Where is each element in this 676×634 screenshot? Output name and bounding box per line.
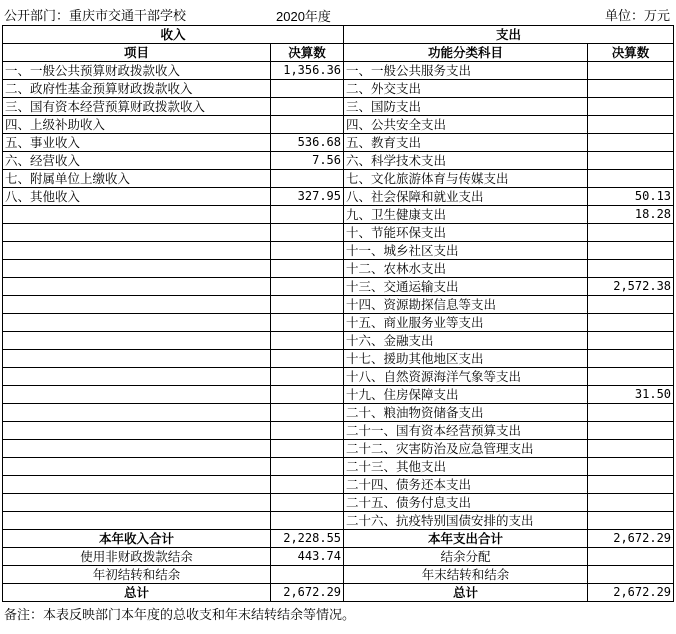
expense-amount-cell bbox=[588, 116, 674, 134]
income-item-cell: 三、国有资本经营预算财政拨款收入 bbox=[3, 98, 271, 116]
expense-amount-cell bbox=[588, 350, 674, 368]
table-row bbox=[3, 116, 674, 134]
income-amount-cell bbox=[271, 242, 344, 260]
column-header-row bbox=[3, 44, 674, 62]
summary-income-amount: 2,672.29 bbox=[271, 584, 344, 602]
table-row bbox=[3, 404, 674, 422]
expense-amount-cell bbox=[588, 422, 674, 440]
expense-amount-cell bbox=[588, 296, 674, 314]
income-item-cell bbox=[3, 458, 271, 476]
expense-item-cell: 十一、城乡社区支出 bbox=[344, 242, 588, 260]
expense-item-cell: 三、国防支出 bbox=[344, 98, 588, 116]
income-item-cell: 六、经营收入 bbox=[3, 152, 271, 170]
income-item-cell bbox=[3, 314, 271, 332]
income-item-cell: 四、上级补助收入 bbox=[3, 116, 271, 134]
income-amount-cell bbox=[271, 422, 344, 440]
income-item-cell bbox=[3, 404, 271, 422]
table-row bbox=[3, 314, 674, 332]
footnote: 备注：本表反映部门本年度的总收支和年末结转结余等情况。 bbox=[4, 608, 356, 623]
income-item-cell bbox=[3, 332, 271, 350]
table-row bbox=[3, 242, 674, 260]
summary-expense-amount bbox=[588, 548, 674, 566]
table-row bbox=[3, 260, 674, 278]
expense-amount-cell bbox=[588, 440, 674, 458]
table-row bbox=[3, 386, 674, 404]
expense-amount-cell: 50.13 bbox=[588, 188, 674, 206]
expense-amount-cell: 2,572.38 bbox=[588, 278, 674, 296]
income-item-cell: 八、其他收入 bbox=[3, 188, 271, 206]
expense-amount-cell bbox=[588, 458, 674, 476]
expense-item-cell: 四、公共安全支出 bbox=[344, 116, 588, 134]
expense-amount-cell: 31.50 bbox=[588, 386, 674, 404]
income-item-cell bbox=[3, 242, 271, 260]
summary-row bbox=[3, 530, 674, 548]
expense-amount-cell bbox=[588, 404, 674, 422]
expense-item-cell: 二十四、债务还本支出 bbox=[344, 476, 588, 494]
income-amount-cell bbox=[271, 98, 344, 116]
expense-section-header: 支出 bbox=[344, 26, 674, 44]
unit-label: 单位：万元 bbox=[604, 9, 670, 24]
expense-amount-cell bbox=[588, 80, 674, 98]
expense-amount-cell bbox=[588, 98, 674, 116]
income-item-cell: 一、一般公共预算财政拨款收入 bbox=[3, 62, 271, 80]
expense-item-cell: 二十六、抗疫特别国债安排的支出 bbox=[344, 512, 588, 530]
expense-item-cell: 二十二、灾害防治及应急管理支出 bbox=[344, 440, 588, 458]
expense-item-cell: 十七、援助其他地区支出 bbox=[344, 350, 588, 368]
income-item-cell: 二、政府性基金预算财政拨款收入 bbox=[3, 80, 271, 98]
expense-amount-cell bbox=[588, 332, 674, 350]
expense-item-cell: 十九、住房保障支出 bbox=[344, 386, 588, 404]
table-row bbox=[3, 170, 674, 188]
table-row bbox=[3, 332, 674, 350]
income-item-cell bbox=[3, 494, 271, 512]
expense-amount-cell bbox=[588, 242, 674, 260]
summary-expense-label: 本年支出合计 bbox=[344, 530, 588, 548]
section-header-row bbox=[3, 26, 674, 44]
income-amount-cell: 1,356.36 bbox=[271, 62, 344, 80]
summary-expense-amount: 2,672.29 bbox=[588, 584, 674, 602]
table-row bbox=[3, 368, 674, 386]
income-amount-cell bbox=[271, 476, 344, 494]
income-item-cell: 五、事业收入 bbox=[3, 134, 271, 152]
expense-item-cell: 二十一、国有资本经营预算支出 bbox=[344, 422, 588, 440]
income-amount-header: 决算数 bbox=[271, 44, 344, 62]
table-row bbox=[3, 512, 674, 530]
summary-row bbox=[3, 548, 674, 566]
income-item-cell bbox=[3, 386, 271, 404]
income-amount-cell bbox=[271, 314, 344, 332]
expense-item-cell: 十三、交通运输支出 bbox=[344, 278, 588, 296]
summary-income-amount: 2,228.55 bbox=[271, 530, 344, 548]
income-amount-cell bbox=[271, 368, 344, 386]
summary-row bbox=[3, 566, 674, 584]
summary-income-amount: 443.74 bbox=[271, 548, 344, 566]
expense-amount-cell bbox=[588, 170, 674, 188]
expense-item-cell: 十五、商业服务业等支出 bbox=[344, 314, 588, 332]
income-item-cell bbox=[3, 278, 271, 296]
summary-expense-label: 年末结转和结余 bbox=[344, 566, 588, 584]
income-item-cell bbox=[3, 296, 271, 314]
summary-income-amount bbox=[271, 566, 344, 584]
expense-item-cell: 十二、农林水支出 bbox=[344, 260, 588, 278]
income-amount-cell bbox=[271, 512, 344, 530]
income-amount-cell bbox=[271, 116, 344, 134]
income-amount-cell bbox=[271, 458, 344, 476]
expense-amount-cell bbox=[588, 314, 674, 332]
expense-amount-cell bbox=[588, 134, 674, 152]
income-amount-cell bbox=[271, 494, 344, 512]
summary-row bbox=[3, 584, 674, 602]
income-item-cell bbox=[3, 206, 271, 224]
expense-item-cell: 九、卫生健康支出 bbox=[344, 206, 588, 224]
table-row bbox=[3, 278, 674, 296]
income-amount-cell bbox=[271, 206, 344, 224]
summary-expense-amount: 2,672.29 bbox=[588, 530, 674, 548]
summary-income-label: 总计 bbox=[3, 584, 271, 602]
summary-income-label: 年初结转和结余 bbox=[3, 566, 271, 584]
expense-item-cell: 十八、自然资源海洋气象等支出 bbox=[344, 368, 588, 386]
income-amount-cell bbox=[271, 260, 344, 278]
table-row bbox=[3, 80, 674, 98]
table-row bbox=[3, 350, 674, 368]
income-amount-cell bbox=[271, 386, 344, 404]
table-row bbox=[3, 224, 674, 242]
income-amount-cell bbox=[271, 440, 344, 458]
table-row bbox=[3, 494, 674, 512]
expense-item-cell: 二十五、债务付息支出 bbox=[344, 494, 588, 512]
income-item-cell bbox=[3, 260, 271, 278]
table-row bbox=[3, 422, 674, 440]
table-row bbox=[3, 476, 674, 494]
expense-amount-cell bbox=[588, 152, 674, 170]
expense-item-cell: 六、科学技术支出 bbox=[344, 152, 588, 170]
table-row bbox=[3, 206, 674, 224]
table-row bbox=[3, 98, 674, 116]
fiscal-year: 2020年度 bbox=[276, 9, 331, 24]
table-row bbox=[3, 296, 674, 314]
income-amount-cell: 327.95 bbox=[271, 188, 344, 206]
expense-item-cell: 十六、金融支出 bbox=[344, 332, 588, 350]
income-section-header: 收入 bbox=[3, 26, 344, 44]
summary-expense-label: 总计 bbox=[344, 584, 588, 602]
expense-amount-cell: 18.28 bbox=[588, 206, 674, 224]
table-row bbox=[3, 62, 674, 80]
expense-item-cell: 五、教育支出 bbox=[344, 134, 588, 152]
department-label: 公开部门：重庆市交通干部学校 bbox=[4, 9, 187, 24]
table-row bbox=[3, 458, 674, 476]
expense-item-cell: 二十、粮油物资储备支出 bbox=[344, 404, 588, 422]
income-amount-cell bbox=[271, 278, 344, 296]
expense-item-cell: 八、社会保障和就业支出 bbox=[344, 188, 588, 206]
expense-item-header: 功能分类科目 bbox=[344, 44, 588, 62]
expense-amount-cell bbox=[588, 62, 674, 80]
income-item-cell bbox=[3, 512, 271, 530]
expense-amount-cell bbox=[588, 368, 674, 386]
income-item-cell bbox=[3, 476, 271, 494]
expense-amount-cell bbox=[588, 476, 674, 494]
income-amount-cell: 7.56 bbox=[271, 152, 344, 170]
expense-item-cell: 二十三、其他支出 bbox=[344, 458, 588, 476]
income-item-cell bbox=[3, 224, 271, 242]
table-row bbox=[3, 188, 674, 206]
income-item-cell bbox=[3, 368, 271, 386]
income-item-cell: 七、附属单位上缴收入 bbox=[3, 170, 271, 188]
income-amount-cell bbox=[271, 224, 344, 242]
table-row bbox=[3, 152, 674, 170]
income-amount-cell: 536.68 bbox=[271, 134, 344, 152]
table-row bbox=[3, 440, 674, 458]
expense-item-cell: 十四、资源勘探信息等支出 bbox=[344, 296, 588, 314]
table-row bbox=[3, 134, 674, 152]
summary-income-label: 使用非财政拨款结余 bbox=[3, 548, 271, 566]
budget-table bbox=[2, 25, 674, 602]
summary-expense-label: 结余分配 bbox=[344, 548, 588, 566]
expense-item-cell: 七、文化旅游体育与传媒支出 bbox=[344, 170, 588, 188]
income-item-cell bbox=[3, 440, 271, 458]
expense-item-cell: 十、节能环保支出 bbox=[344, 224, 588, 242]
expense-amount-cell bbox=[588, 260, 674, 278]
summary-income-label: 本年收入合计 bbox=[3, 530, 271, 548]
income-amount-cell bbox=[271, 332, 344, 350]
income-amount-cell bbox=[271, 404, 344, 422]
summary-expense-amount bbox=[588, 566, 674, 584]
expense-amount-cell bbox=[588, 494, 674, 512]
income-amount-cell bbox=[271, 296, 344, 314]
income-amount-cell bbox=[271, 350, 344, 368]
income-item-cell bbox=[3, 350, 271, 368]
income-amount-cell bbox=[271, 80, 344, 98]
expense-item-cell: 一、一般公共服务支出 bbox=[344, 62, 588, 80]
expense-amount-cell bbox=[588, 512, 674, 530]
expense-amount-cell bbox=[588, 224, 674, 242]
income-item-header: 项目 bbox=[3, 44, 271, 62]
expense-item-cell: 二、外交支出 bbox=[344, 80, 588, 98]
expense-amount-header: 决算数 bbox=[588, 44, 674, 62]
income-item-cell bbox=[3, 422, 271, 440]
income-amount-cell bbox=[271, 170, 344, 188]
